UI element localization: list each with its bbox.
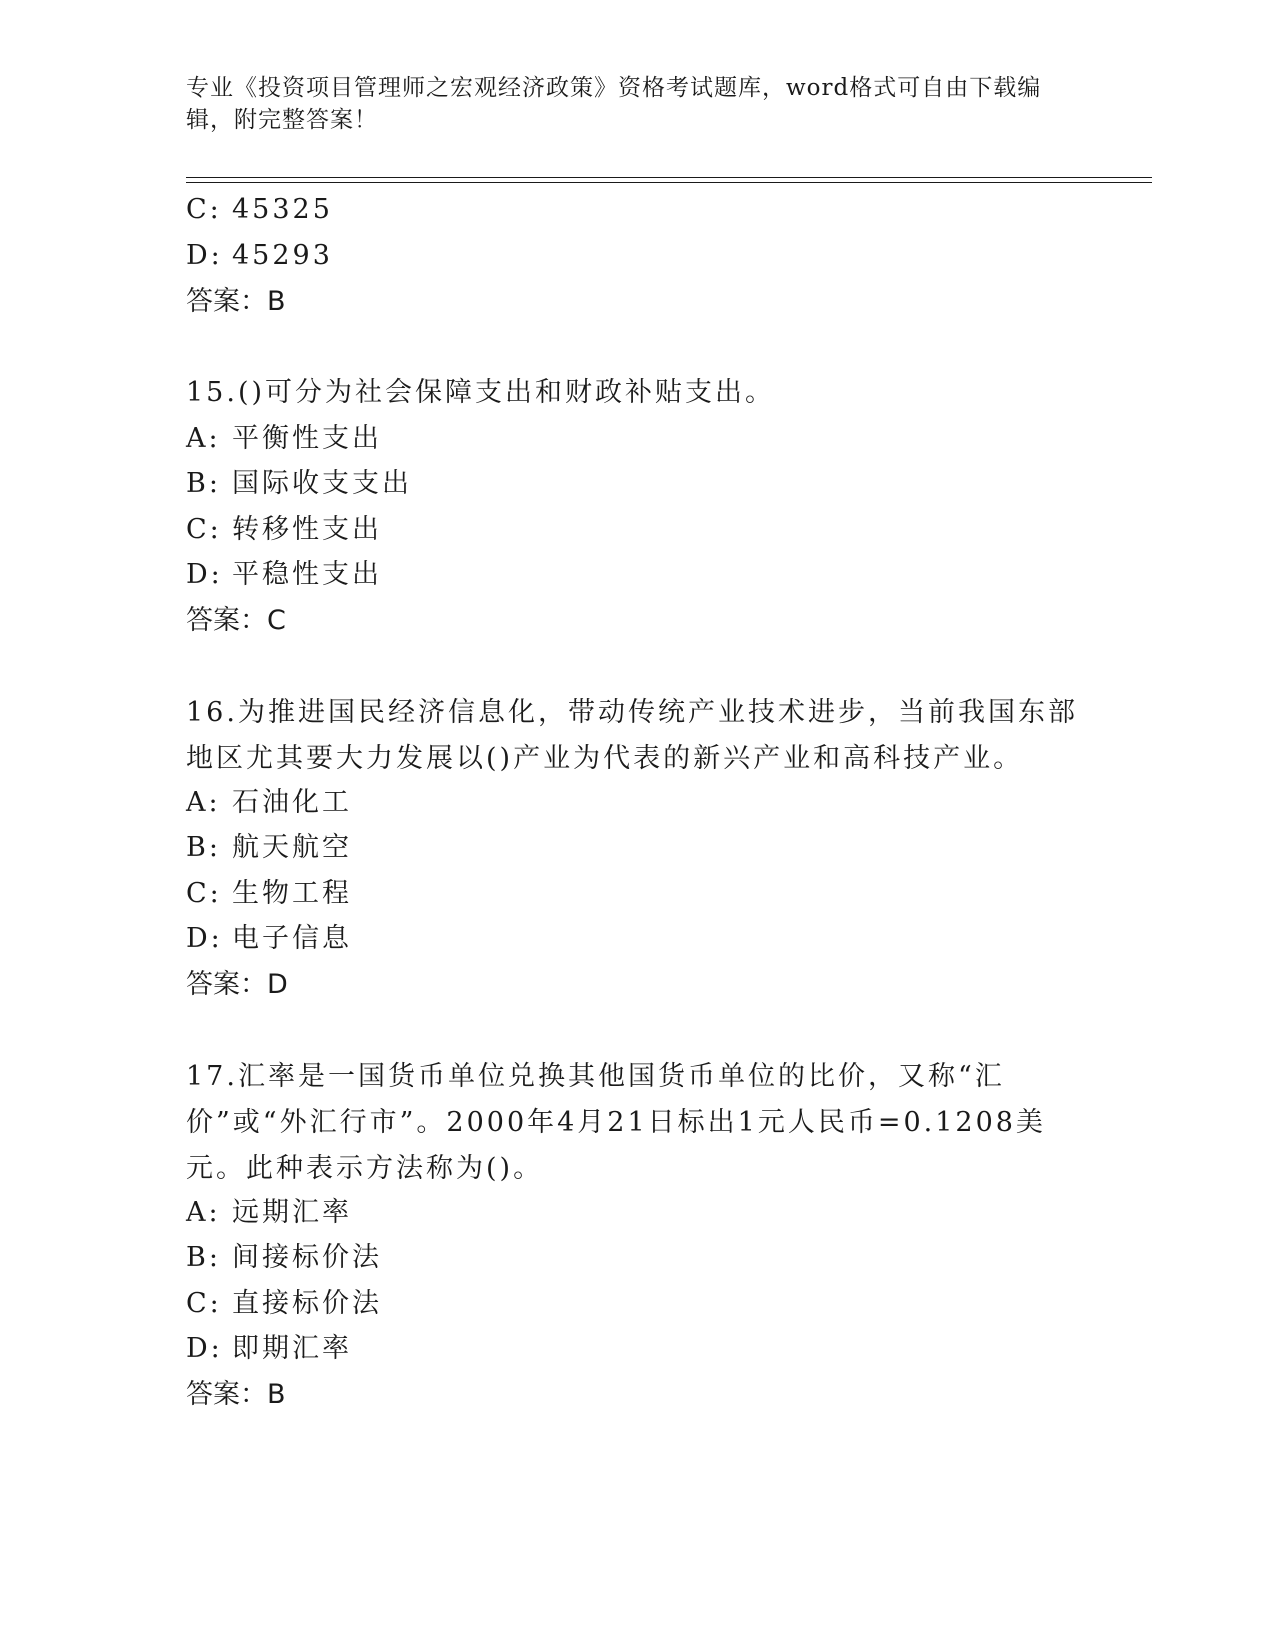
question-17-option-c: C: 直接标价法 [186, 1288, 382, 1319]
question-16-option-d: D: 电子信息 [186, 923, 352, 954]
question-17-stem: 17.汇率是一国货币单位兑换其他国货币单位的比价，又称“汇价”或“外汇行市”。2000年4月21日标出1元人民币=0.1208美元。此种表示方法称为()。 [186, 1061, 1046, 1184]
option-c: C: 45325 [186, 194, 333, 225]
question-15-stem: 15.()可分为社会保障支出和财政补贴支出。 [186, 377, 776, 408]
question-16-option-c: C: 生物工程 [186, 878, 352, 909]
header-divider-bottom [186, 182, 1152, 183]
question-17-option-b: B: 间接标价法 [186, 1242, 382, 1273]
question-16-option-b: B: 航天航空 [186, 832, 352, 863]
question-16-stem: 16.为推进国民经济信息化，带动传统产业技术进步，当前我国东部地区尤其要大力发展以()产业为代表的新兴产业和高科技产业。 [186, 697, 1078, 774]
question-15-option-d: D: 平稳性支出 [186, 559, 382, 590]
question-17-answer: 答案：B [186, 1379, 286, 1410]
header-divider-top [186, 177, 1152, 178]
question-15-option-b: B: 国际收支支出 [186, 468, 412, 499]
question-15-option-a: A: 平衡性支出 [186, 423, 382, 454]
answer-line: 答案：B [186, 286, 286, 317]
question-16-option-a: A: 石油化工 [186, 787, 352, 818]
question-15-option-c: C: 转移性支出 [186, 514, 382, 545]
option-d: D: 45293 [186, 240, 333, 271]
question-17-option-a: A: 远期汇率 [186, 1197, 352, 1228]
question-17-option-d: D: 即期汇率 [186, 1333, 352, 1364]
question-16-answer: 答案：D [186, 969, 288, 1000]
document-header: 专业《投资项目管理师之宏观经济政策》资格考试题库，word格式可自由下载编辑，附完整答案！ [186, 75, 1042, 133]
question-15-answer: 答案：C [186, 605, 286, 636]
